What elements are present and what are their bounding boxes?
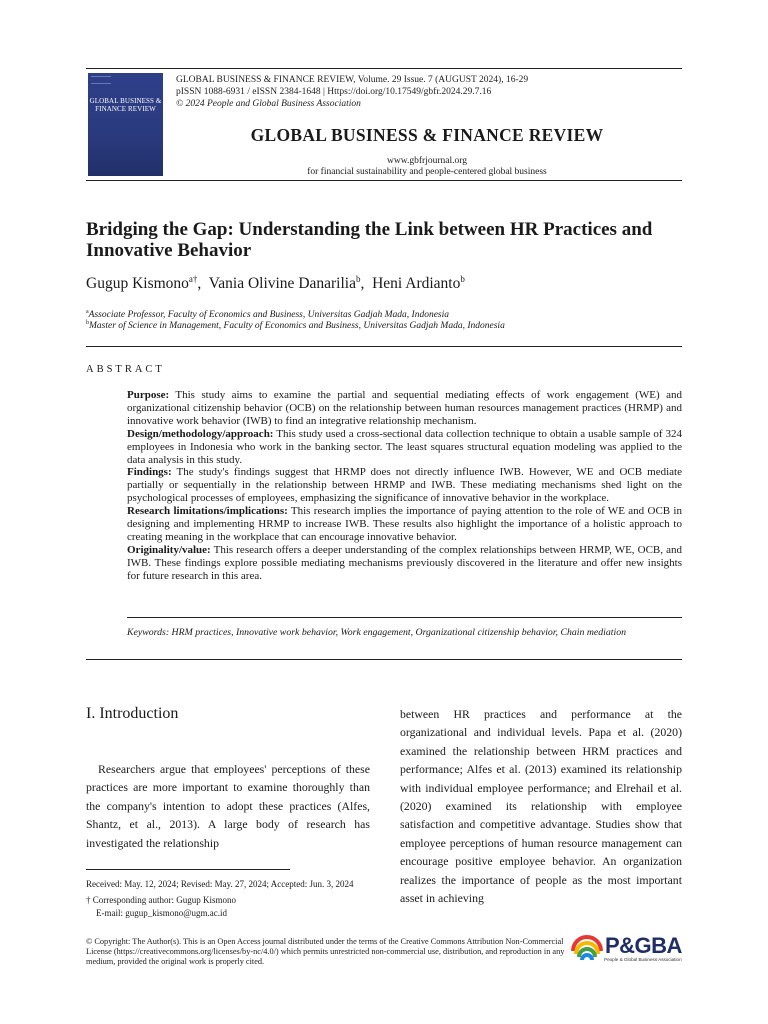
- cover-title: GLOBAL BUSINESS & FINANCE REVIEW: [89, 97, 162, 113]
- abstract-design: [127, 428, 682, 467]
- affiliation-text: Associate Professor, Faculty of Economics and Business, Universitas Gadjah Mada, Indonesia: [88, 310, 450, 321]
- affiliation-a: [86, 309, 449, 320]
- abstract-head: Findings:: [127, 466, 172, 479]
- abstract-top-rule: [86, 346, 682, 347]
- abstract-text: The study's findings suggest that HRMP does not directly influence IWB. However, WE and OCB mediate partially or sequentially in the relationship between HRMP and IWB. These mediating mechanisms shed light on the psychological processes of employees, emphasizing the significance of innovative behavior in the workplace.: [127, 466, 682, 505]
- keywords-top-rule: [127, 617, 682, 618]
- cover-decoration: [91, 76, 111, 84]
- abstract-originality: [127, 544, 682, 583]
- pgba-logo-subtitle: People & Global Business Association: [604, 957, 682, 962]
- affiliation-sup: b: [86, 320, 89, 326]
- affiliation-text: Master of Science in Management, Faculty of Economics and Business, Universitas Gadjah Mada, Indonesia: [89, 321, 505, 332]
- copyright-line: © 2024 People and Global Business Association: [176, 99, 361, 109]
- abstract-purpose: [127, 389, 682, 428]
- author-sup: a†: [188, 274, 198, 284]
- abstract-head: Design/methodology/approach:: [127, 427, 274, 440]
- pgba-logo-text: P&GBA: [605, 933, 682, 958]
- section-heading: I. Introduction: [86, 705, 179, 722]
- author-sup: b: [460, 274, 465, 284]
- author-sup: b: [355, 274, 361, 284]
- header-top-rule: [86, 68, 682, 69]
- abstract-text: This study aims to examine the partial and sequential mediating effects of work engagement (WE) and organizational citizenship behavior (OCB) on the relationship between human resources management practices (HRMP) and innovative work behavior (IWB) to find an integrative relationship mechanism.: [127, 389, 682, 427]
- abstract-body: [127, 389, 682, 583]
- abstract-limitations: [127, 505, 682, 544]
- pgba-logo-icon: [570, 935, 604, 967]
- article-title: Bridging the Gap: Understanding the Link between HR Practices and Innovative Behavior: [86, 219, 653, 261]
- abstract-head: Originality/value:: [127, 543, 211, 556]
- author-list: Gugup Kismono$^{a\dagger}$, Vania Olivine Danarilia$^b$, Heni Ardianto$^b$: [86, 274, 465, 293]
- author-name: Heni Ardianto: [372, 275, 461, 293]
- journal-citation: GLOBAL BUSINESS & FINANCE REVIEW, Volume. 29 Issue. 7 (AUGUST 2024), 16-29: [176, 75, 529, 85]
- journal-tagline: for financial sustainability and people-centered global business: [307, 167, 547, 177]
- body-column-right: between HR practices and performance at the organizational and individual levels. Papa et al. (2020) examined the relationship between HRM practices and performance; Alfes et al. (2013) examined its relationship with individual employee performance; and Elrehail et al. (2020) examined its relationship with employee satisfaction and competitive advantage. Studies show that employee perceptions of human resource management can encourage positive employee behavior. An organization realizes the importance of people as the most important asset in achieving: [400, 707, 682, 906]
- affiliation-sup: a: [86, 309, 89, 315]
- author-name: Gugup Kismono: [86, 275, 189, 293]
- footnote-corresponding: † Corresponding author: Gugup Kismono: [86, 895, 236, 905]
- license-notice: © Copyright: The Author(s). This is an Open Access journal distributed under the terms of the Creative Commons Attribution Non-Commercial License (https://creativecommons.org/licenses/by-nc/4.0/) which permits unrestricted non-commercial use, distribution, and reproduction in any medium, provided the original work is properly cited.: [86, 937, 565, 967]
- abstract-text: This research offers a deeper understanding of the complex relationships between HRMP, WE, OCB, and IWB. These findings explore possible mediating mechanisms previously discovered in the literature and offer new insights for future research in this area.: [127, 543, 682, 582]
- footnote-received: Received: May. 12, 2024; Revised: May. 27, 2024; Accepted: Jun. 3, 2024: [86, 879, 354, 889]
- journal-website[interactable]: www.gbfrjournal.org: [387, 156, 467, 166]
- abstract-head: Purpose:: [127, 389, 170, 401]
- issn-doi: pISSN 1088-6931 / eISSN 2384-1648 | Https://doi.org/10.17549/gbfr.2024.29.7.16: [176, 87, 492, 97]
- journal-cover-thumbnail: [88, 73, 163, 176]
- abstract-findings: [127, 466, 682, 505]
- footnote-rule: [86, 869, 290, 870]
- keywords: Keywords: HRM practices, Innovative work behavior, Work engagement, Organizational citizenship behavior, Chain mediation: [127, 627, 627, 638]
- journal-name: GLOBAL BUSINESS & FINANCE REVIEW: [250, 125, 604, 145]
- header-bottom-rule: [86, 180, 682, 181]
- footnote-email[interactable]: E-mail: gugup_kismono@ugm.ac.id: [96, 908, 228, 918]
- body-column-left: Researchers argue that employees' perceptions of these practices are more important to examine thoroughly than the company's intention to adopt these practices (Alfes, Shantz, et al., 2013). A large body of research has investigated the relationship: [86, 762, 370, 850]
- abstract-label: ABSTRACT: [86, 364, 165, 375]
- abstract-head: Research limitations/implications:: [127, 505, 288, 518]
- abstract-text: This study used a cross-sectional data collection technique to obtain a usable sample of 324 employees in Indonesia who work in the banking sector. The least squares structural equation modeling was applied to the data analysis in this study.: [127, 427, 682, 466]
- abstract-text: This research implies the importance of paying attention to the role of WE and OCB in designing and implementing HRMP to increase IWB. These results also highlight the importance of a holistic approach to creating meaning in the workplace that can encourage innovative behavior.: [127, 505, 682, 543]
- author-name: Vania Olivine Danarilia: [208, 275, 356, 293]
- abstract-bottom-rule: [86, 659, 682, 660]
- affiliation-b: [86, 320, 505, 331]
